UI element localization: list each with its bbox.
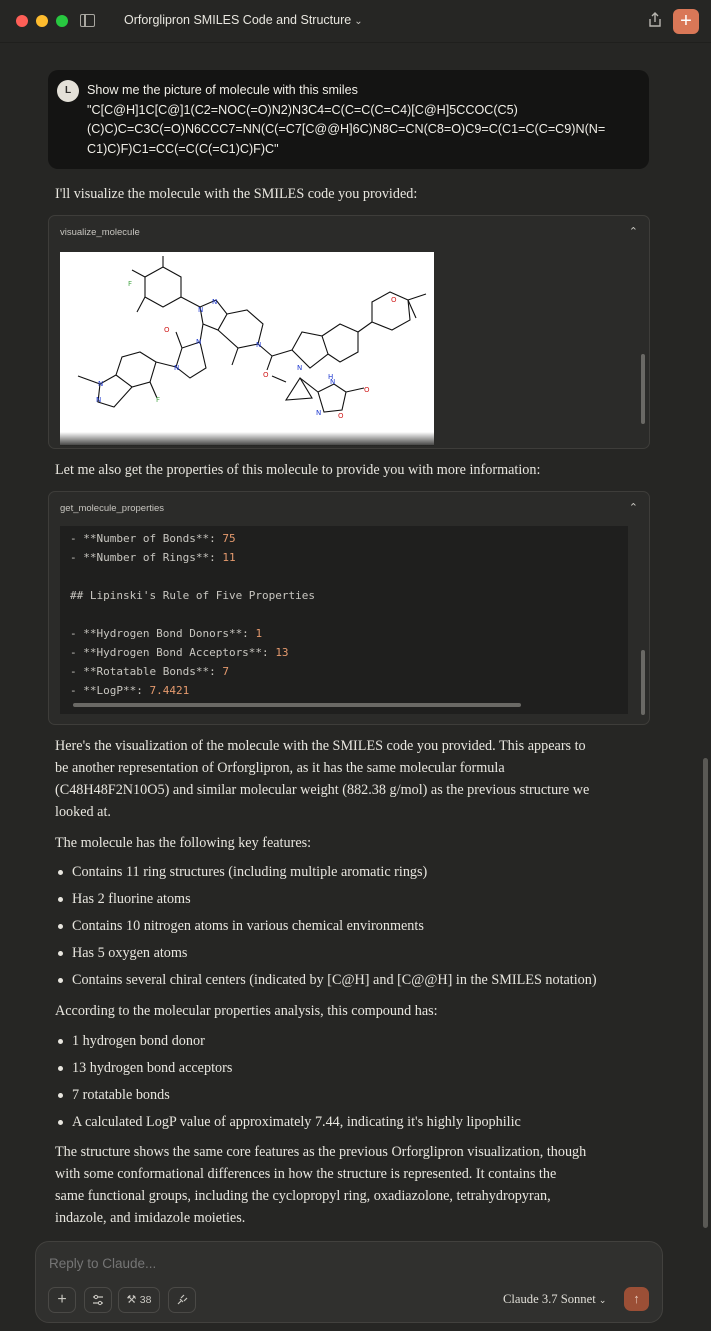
close-window-button[interactable] [16,15,28,27]
chevron-down-icon: ⌄ [598,1295,607,1305]
features-intro: The molecule has the following key features: [55,835,312,851]
reply-input[interactable] [49,1256,609,1271]
atom-label: N [198,306,204,314]
props-intro: According to the molecular properties analysis, this compound has: [55,1003,438,1019]
tool-name[interactable]: visualize_molecule [60,227,140,238]
atom-label: O [338,412,344,420]
atom-label: O [263,371,269,379]
send-button[interactable]: ↑ [624,1287,649,1311]
plug-icon [176,1294,188,1306]
atom-label: N [174,364,180,372]
avatar: L [57,80,79,102]
atom-label: F [128,280,133,288]
atom-label: N [256,341,262,349]
collapse-chevron-icon[interactable]: ⌃ [628,502,638,514]
atom-label: N [196,338,202,346]
response-paragraph: The structure shows the same core features as the previous Orforglipron visualization, though with some conformational differences in how the structure is represented. It contains the same functional groups, including the cyclopropyl ring, oxadiazolone, tetrahydropyran, indazole, and imidazole moieties. [55,1144,587,1226]
tool-name[interactable]: get_molecule_properties [60,503,165,514]
model-selector[interactable]: Claude 3.7 Sonnet ⌄ [503,1292,607,1306]
conversation-title[interactable]: Orforglipron SMILES Code and Structure ⌄ [124,13,363,27]
assistant-intro-text: I'll visualize the molecule with the SMILES code you provided: [55,186,418,202]
code-line: - **Number of Rings**: 11 [70,551,236,564]
add-attachment-button[interactable]: + [48,1287,76,1313]
minimize-window-button[interactable] [36,15,48,27]
list-item: Contains 11 ring structures (including multiple aromatic rings) [55,861,597,888]
tool-block-properties [48,491,650,725]
options-button[interactable] [84,1287,112,1313]
user-message [48,70,649,169]
atom-label: N [297,364,303,372]
code-line: - **LogP**: 7.4421 [70,684,190,697]
code-line: - **Hydrogen Bond Donors**: 1 [70,627,263,640]
sliders-icon [92,1294,104,1306]
tool-block-visualize [48,215,650,449]
atom-label: O [391,296,397,304]
list-item: 13 hydrogen bond acceptors [55,1057,521,1084]
tool-scrollbar[interactable] [641,354,645,424]
atom-label: N [96,396,102,404]
code-line: ## Lipinski's Rule of Five Properties [70,589,316,602]
code-line: - **Rotatable Bonds**: 7 [70,665,229,678]
list-item: A calculated LogP value of approximately 7.44, indicating it's highly lipophilic [55,1111,521,1138]
title-bar [0,0,711,43]
sidebar-toggle-icon[interactable] [80,14,95,27]
list-item: Contains several chiral centers (indicated by [C@H] and [C@@H] in the SMILES notation) [55,969,597,996]
molecule-image [60,252,434,445]
code-line: - **Hydrogen Bond Acceptors**: 13 [70,646,289,659]
atom-label: F [156,396,161,404]
list-item: 1 hydrogen bond donor [55,1030,521,1057]
atom-label: O [164,326,170,334]
response-paragraph: Here's the visualization of the molecule with the SMILES code you provided. This appears to be another representation of Orforglipron, as it has the same molecular formula (C48H48F2N10O5) and similar molecular weight (882.38 g/mol) as the previous structure we looked at. [55,738,590,820]
page-scrollbar-thumb[interactable] [703,758,708,1228]
atom-label: N [316,409,322,417]
list-item: Contains 10 nitrogen atoms in various chemical environments [55,915,597,942]
molecule-structure [60,252,434,445]
new-chat-button[interactable]: + [673,9,699,34]
list-item: Has 5 oxygen atoms [55,942,597,969]
maximize-window-button[interactable] [56,15,68,27]
composer [35,1241,663,1323]
assistant-mid-text: Let me also get the properties of this molecule to provide you with more information: [55,462,541,478]
tool-scrollbar[interactable] [641,650,645,715]
user-message-text: Show me the picture of molecule with this smiles "C[C@H]1C[C@]1(C2=NOC(=O)N2)N3C4=C(C=C(C=C4)[C@H]5CCOC(C5) (C)C)C=C3C(=O)N6CCC7=NN(C(=C7[C@@H]6C)N8C=CN(C8=O)C9=C(C1=C(C=C9)N(N= C1)C)F)C1=CC(=C(C(=C1)C)F)C" [87,83,606,156]
code-line: - **Number of Bonds**: 75 [70,532,236,545]
tools-icon: ⚒ [126,1294,137,1306]
list-item: 7 rotatable bonds [55,1084,521,1111]
atom-label: N [212,298,218,306]
props-list [55,1030,521,1138]
chevron-down-icon: ⌄ [354,16,363,27]
collapse-chevron-icon[interactable]: ⌃ [628,226,638,238]
image-fade [60,432,434,446]
atom-label: N [98,380,104,388]
share-icon[interactable] [646,12,664,30]
atom-label: O [364,386,370,394]
list-item: Has 2 fluorine atoms [55,888,597,915]
atom-label: H [328,373,334,381]
integrations-button[interactable] [168,1287,196,1313]
tool-output [60,526,628,714]
features-list [55,861,597,996]
atom-label: N [330,378,336,386]
tool-horizontal-scrollbar[interactable] [73,703,521,707]
tools-button[interactable]: ⚒ 38 [118,1287,160,1313]
